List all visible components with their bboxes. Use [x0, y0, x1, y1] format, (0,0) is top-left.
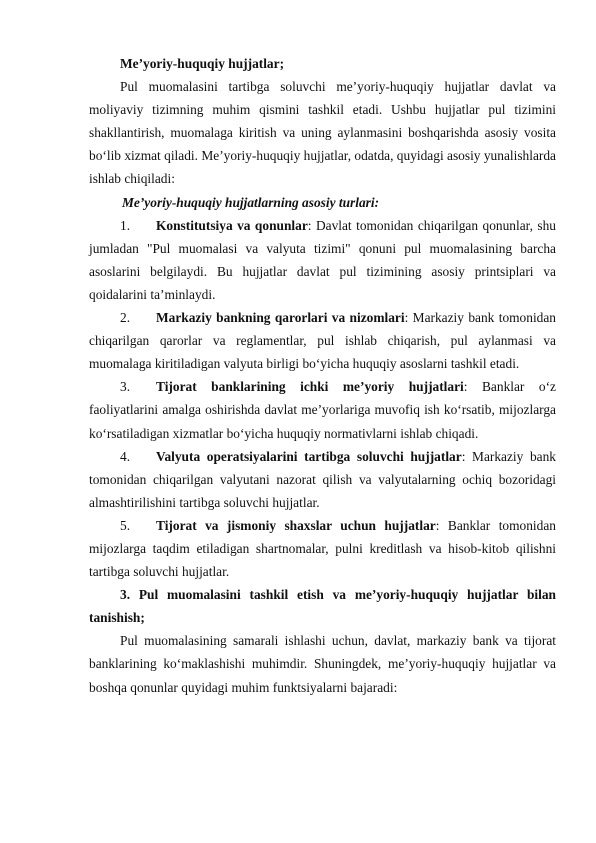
list-item-text: : Banklar o‘z faoliyatlarini amalga oshirishda davlat me’yorlariga muvofiq ish ko‘rsatib, mijozlarga ko‘rsatiladigan xizmatlar bo‘yicha huquqiy normativlarni ishlab chiqadi.: [89, 379, 556, 441]
list-item-text: : Davlat tomonidan chiqarilgan qonunlar, shu jumladan "Pul muomalasi va valyuta tizimi" qonuni pul muomalasining barcha asoslarini belgilaydi. Bu hujjatlar davlat pul tizimining asosiy printsiplari va qoidalarini ta’minlaydi.: [89, 217, 556, 302]
list-item-number: 5.: [120, 517, 131, 533]
list-item-text: : Markaziy bank tomonidan chiqarilgan valyutani nazorat qilish va valyutalarning ochiq bozoridagi almashtirilishini tartibga soluvchi hujjatlar.: [89, 448, 556, 510]
section-heading-3: 3. Pul muomalasini tashkil etish va me’yoriy-huquqiy hujjatlar bilan tanishish;: [89, 587, 556, 626]
list-item-title: Markaziy bankning qarorlari va nizomlari: [156, 310, 405, 326]
list-item: [89, 214, 556, 306]
list-item-number: 2.: [120, 310, 131, 326]
list-item: [89, 375, 556, 444]
subsection-heading: Me’yoriy-huquqiy hujjatlarning asosiy turlari:: [122, 194, 380, 210]
document-body: [89, 52, 556, 699]
list-item-number: 3.: [120, 379, 131, 395]
list-item-number: 1.: [120, 217, 131, 233]
list-item: [89, 445, 556, 514]
closing-paragraph: Pul muomalasining samarali ishlashi uchun, davlat, markaziy bank va tijorat banklarining ko‘maklashishi muhimdir. Shuningdek, me’yoriy-huquqiy hujjatlar va boshqa qonunlar quyidagi muhim funktsiyalarni bajaradi:: [89, 633, 556, 695]
list-item: [89, 514, 556, 583]
list-item-title: Tijorat banklarining ichki me’yoriy hujjatlari: [156, 379, 464, 395]
list-item-text: : Markaziy bank tomonidan chiqarilgan qarorlar va reglamentlar, pul ishlab chiqarish, pul aylanmasi va muomalaga kiritiladigan valyuta birligi bo‘yicha huquqiy asoslarni tashkil etadi.: [89, 310, 556, 372]
list-item-number: 4.: [120, 448, 131, 464]
list-item-title: Konstitutsiya va qonunlar: [156, 217, 308, 233]
list-item-title: Tijorat va jismoniy shaxslar uchun hujjatlar: [156, 517, 436, 533]
list-item-title: Valyuta operatsiyalarini tartibga soluvchi hujjatlar: [156, 448, 462, 464]
section-heading: Me’yoriy-huquqiy hujjatlar;: [120, 56, 285, 71]
intro-paragraph: Pul muomalasini tartibga soluvchi me’yoriy-huquqiy hujjatlar davlat va moliyaviy tizimning muhim qismini tashkil etadi. Ushbu hujjatlar pul tizimini shakllantirish, muomalaga kiritish va uning aylanmasini boshqarishda asosiy vosita bo‘lib xizmat qiladi. Me’yoriy-huquqiy hujjatlar, odatda, quyidagi asosiy yunalishlarda ishlab chiqiladi:: [89, 79, 556, 187]
list-item: [89, 306, 556, 375]
list-item-text: : Banklar tomonidan mijozlarga taqdim etiladigan shartnomalar, pulni kreditlash va hisob-kitob qilishni tartibga soluvchi hujjatlar.: [89, 517, 556, 580]
